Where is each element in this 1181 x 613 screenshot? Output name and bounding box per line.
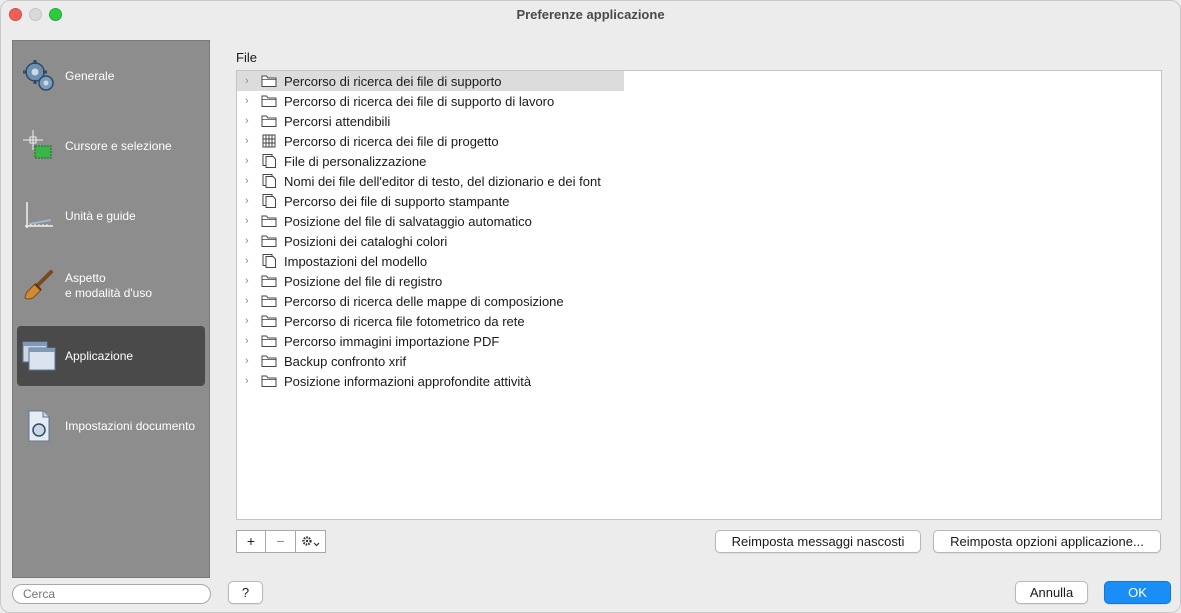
tree-row-label: Posizione del file di registro (284, 273, 443, 289)
application-windows-icon (21, 338, 57, 374)
folder-icon (261, 94, 277, 108)
units-guides-icon (21, 198, 57, 234)
tree-row-label: Percorso di ricerca file fotometrico da rete (284, 313, 525, 329)
sidebar-item-label: Applicazione (65, 348, 134, 363)
sidebar (12, 40, 210, 578)
tree-row[interactable] (237, 151, 1161, 171)
file-paths-tree[interactable] (236, 70, 1162, 520)
tree-row-label: Backup confronto xrif (284, 353, 407, 369)
tree-row[interactable] (237, 191, 1161, 211)
chevron-right-icon[interactable]: › (245, 235, 249, 247)
tree-row[interactable] (237, 111, 1161, 131)
sidebar-item-impostazioni-documento[interactable] (17, 396, 205, 456)
sidebar-item-unita[interactable] (17, 186, 205, 246)
tree-row-label: Percorso di ricerca dei file di supporto (284, 73, 502, 89)
gear-icon (300, 535, 322, 549)
sidebar-item-label: Generale (65, 68, 115, 83)
tree-row[interactable] (237, 131, 1161, 151)
folder-icon (261, 374, 277, 388)
tree-row[interactable] (237, 71, 1161, 91)
chevron-right-icon[interactable]: › (245, 315, 249, 327)
tree-row-label: Percorsi attendibili (284, 113, 391, 129)
folder-icon (261, 334, 277, 348)
sidebar-item-label: Aspetto e modalità d'uso (65, 271, 153, 300)
chevron-right-icon[interactable]: › (245, 375, 249, 387)
ok-button[interactable]: OK (1104, 581, 1171, 604)
tree-row[interactable] (237, 271, 1161, 291)
tree-row-label: Percorso immagini importazione PDF (284, 333, 500, 349)
folder-icon (261, 294, 277, 308)
brush-icon (21, 268, 57, 304)
minimize-window-button[interactable] (29, 8, 42, 21)
chevron-right-icon[interactable]: › (245, 215, 249, 227)
file-icon (261, 254, 277, 268)
tree-row[interactable] (237, 351, 1161, 371)
chevron-right-icon[interactable]: › (245, 275, 249, 287)
tree-row-label: Percorso di ricerca delle mappe di composizione (284, 293, 564, 309)
sidebar-item-cursore[interactable] (17, 116, 205, 176)
folder-icon (261, 74, 277, 88)
sidebar-item-aspetto[interactable] (17, 256, 205, 316)
chevron-right-icon[interactable]: › (245, 355, 249, 367)
tree-row-label: Posizione del file di salvataggio automatico (284, 213, 532, 229)
tree-row[interactable] (237, 371, 1161, 391)
cursor-selection-icon (21, 128, 57, 164)
chevron-right-icon[interactable]: › (245, 175, 249, 187)
tree-row-label: File di personalizzazione (284, 153, 427, 169)
chevron-right-icon[interactable]: › (245, 115, 249, 127)
folder-icon (261, 314, 277, 328)
file-icon (261, 174, 277, 188)
cancel-button[interactable]: Annulla (1015, 581, 1088, 604)
sidebar-item-applicazione[interactable] (17, 326, 205, 386)
tree-row[interactable] (237, 211, 1161, 231)
search-input[interactable] (12, 584, 211, 604)
tree-row[interactable] (237, 251, 1161, 271)
sidebar-item-label: Unità e guide (65, 208, 136, 223)
help-button[interactable]: ? (228, 581, 263, 604)
gears-icon (21, 58, 57, 94)
document-settings-icon (21, 408, 57, 444)
tree-row-label: Percorso dei file di supporto stampante (284, 193, 510, 209)
close-window-button[interactable] (9, 8, 22, 21)
folder-icon (261, 234, 277, 248)
tree-row[interactable] (237, 171, 1161, 191)
sidebar-item-label: Cursore e selezione (65, 138, 172, 153)
tree-row[interactable] (237, 91, 1161, 111)
chevron-right-icon[interactable]: › (245, 255, 249, 267)
folder-icon (261, 214, 277, 228)
reset-application-options-button[interactable]: Reimposta opzioni applicazione... (933, 530, 1161, 553)
tree-row[interactable] (237, 311, 1161, 331)
folder-icon (261, 114, 277, 128)
tree-row-label: Percorso di ricerca dei file di supporto di lavoro (284, 93, 555, 109)
window-title: Preferenze applicazione (516, 7, 665, 22)
section-title: File (236, 50, 257, 65)
zoom-window-button[interactable] (49, 8, 62, 21)
options-menu-button[interactable] (295, 530, 326, 553)
sidebar-item-label: Impostazioni documento (65, 418, 196, 433)
add-button[interactable]: + (236, 530, 266, 553)
chevron-right-icon[interactable]: › (245, 75, 249, 87)
chevron-right-icon[interactable]: › (245, 195, 249, 207)
chevron-right-icon[interactable]: › (245, 295, 249, 307)
tree-row[interactable] (237, 231, 1161, 251)
file-icon (261, 194, 277, 208)
chevron-right-icon[interactable]: › (245, 135, 249, 147)
sidebar-item-generale[interactable] (17, 46, 205, 106)
tree-row[interactable] (237, 291, 1161, 311)
chevron-right-icon[interactable]: › (245, 155, 249, 167)
remove-button[interactable]: − (265, 530, 296, 553)
tree-row-label: Percorso di ricerca dei file di progetto (284, 133, 499, 149)
tree-row-label: Posizione informazioni approfondite attività (284, 373, 532, 389)
folder-icon (261, 354, 277, 368)
file-icon (261, 154, 277, 168)
tree-row-label: Nomi dei file dell'editor di testo, del dizionario e dei font (284, 173, 601, 189)
tree-row[interactable] (237, 331, 1161, 351)
project-file-icon (261, 134, 277, 148)
folder-icon (261, 274, 277, 288)
reset-hidden-messages-button[interactable]: Reimposta messaggi nascosti (715, 530, 921, 553)
chevron-right-icon[interactable]: › (245, 335, 249, 347)
tree-row-label: Impostazioni del modello (284, 253, 428, 269)
chevron-right-icon[interactable]: › (245, 95, 249, 107)
tree-row-label: Posizioni dei cataloghi colori (284, 233, 448, 249)
